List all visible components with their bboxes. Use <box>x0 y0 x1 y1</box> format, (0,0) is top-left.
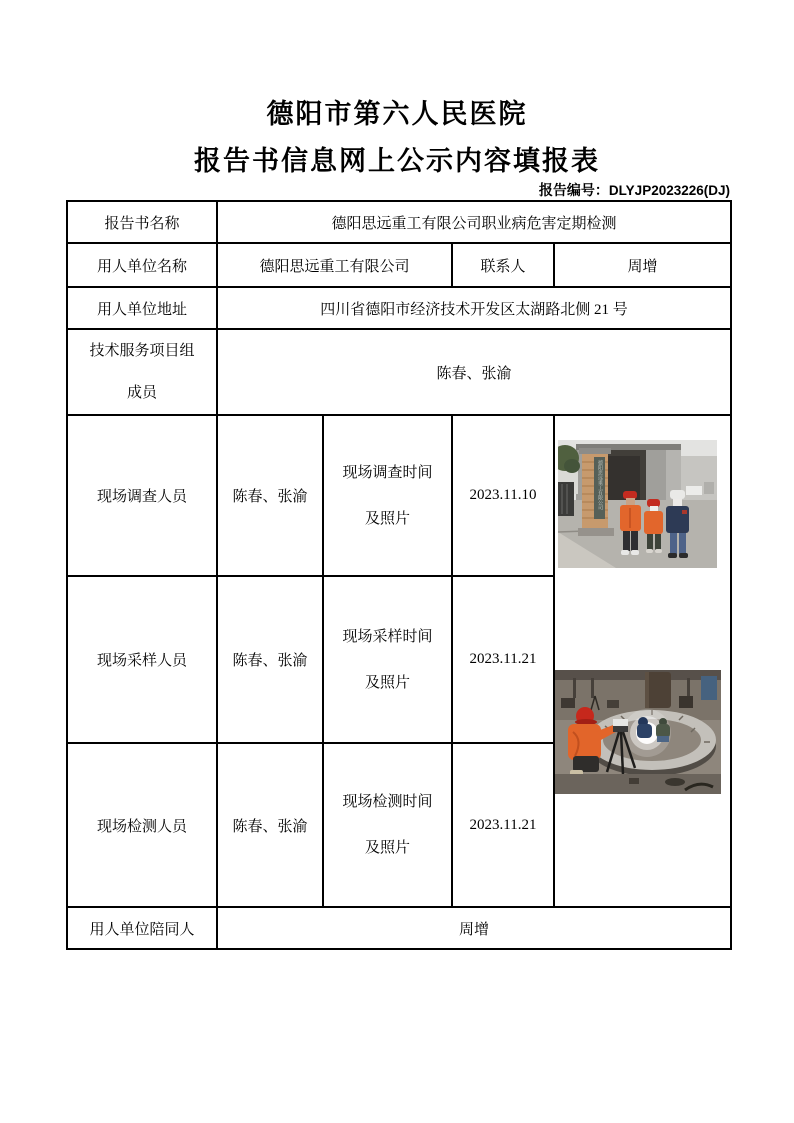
testing-time-label: 现场检测时间 及照片 <box>323 743 452 907</box>
sampling-date: 2023.11.21 <box>452 576 554 743</box>
testing-personnel-members: 陈春、张渝 <box>217 743 323 907</box>
report-number-line <box>539 180 730 200</box>
page-title: 德阳市第六人民医院 <box>266 99 528 129</box>
project-team-label: 技术服务项目组 成员 <box>67 329 217 415</box>
sampling-time-label: 现场采样时间 及照片 <box>323 576 452 743</box>
survey-personnel-label: 现场调查人员 <box>67 415 217 576</box>
testing-personnel-label: 现场检测人员 <box>67 743 217 907</box>
table-row <box>67 201 731 243</box>
sampling-personnel-members: 陈春、张渝 <box>217 576 323 743</box>
table-row <box>67 907 731 949</box>
project-team-value: 陈春、张渝 <box>217 329 731 415</box>
photo-column-cell <box>554 415 731 907</box>
table-row <box>67 415 731 576</box>
contact-name: 周增 <box>554 243 731 287</box>
report-info-table <box>66 200 732 950</box>
contact-label: 联系人 <box>452 243 554 287</box>
table-row <box>67 287 731 329</box>
table-row <box>67 243 731 287</box>
escort-label: 用人单位陪同人 <box>67 907 217 949</box>
page-subtitle: 报告书信息网上公示内容填报表 <box>194 146 600 176</box>
testing-date: 2023.11.21 <box>452 743 554 907</box>
report-name-label: 报告书名称 <box>67 201 217 243</box>
employer-address-label: 用人单位地址 <box>67 287 217 329</box>
report-name-value: 德阳思远重工有限公司职业病危害定期检测 <box>217 201 731 243</box>
employer-name-label: 用人单位名称 <box>67 243 217 287</box>
company-sign-text: 德阳思远重工有限公司 <box>597 460 602 510</box>
sampling-personnel-label: 现场采样人员 <box>67 576 217 743</box>
survey-time-label: 现场调查时间 及照片 <box>323 415 452 576</box>
survey-personnel-members: 陈春、张渝 <box>217 415 323 576</box>
survey-date: 2023.11.10 <box>452 415 554 576</box>
employer-address-value: 四川省德阳市经济技术开发区太湖路北侧 21 号 <box>217 287 731 329</box>
site-survey-group-photo <box>558 440 717 568</box>
table-row <box>67 329 731 415</box>
site-sampling-work-photo <box>555 670 721 794</box>
report-number-label: 报告编号： <box>538 184 609 199</box>
employer-name-value: 德阳思远重工有限公司 <box>217 243 452 287</box>
report-number-value: DLYJP2023226(DJ) <box>608 183 730 198</box>
escort-value: 周增 <box>217 907 731 949</box>
